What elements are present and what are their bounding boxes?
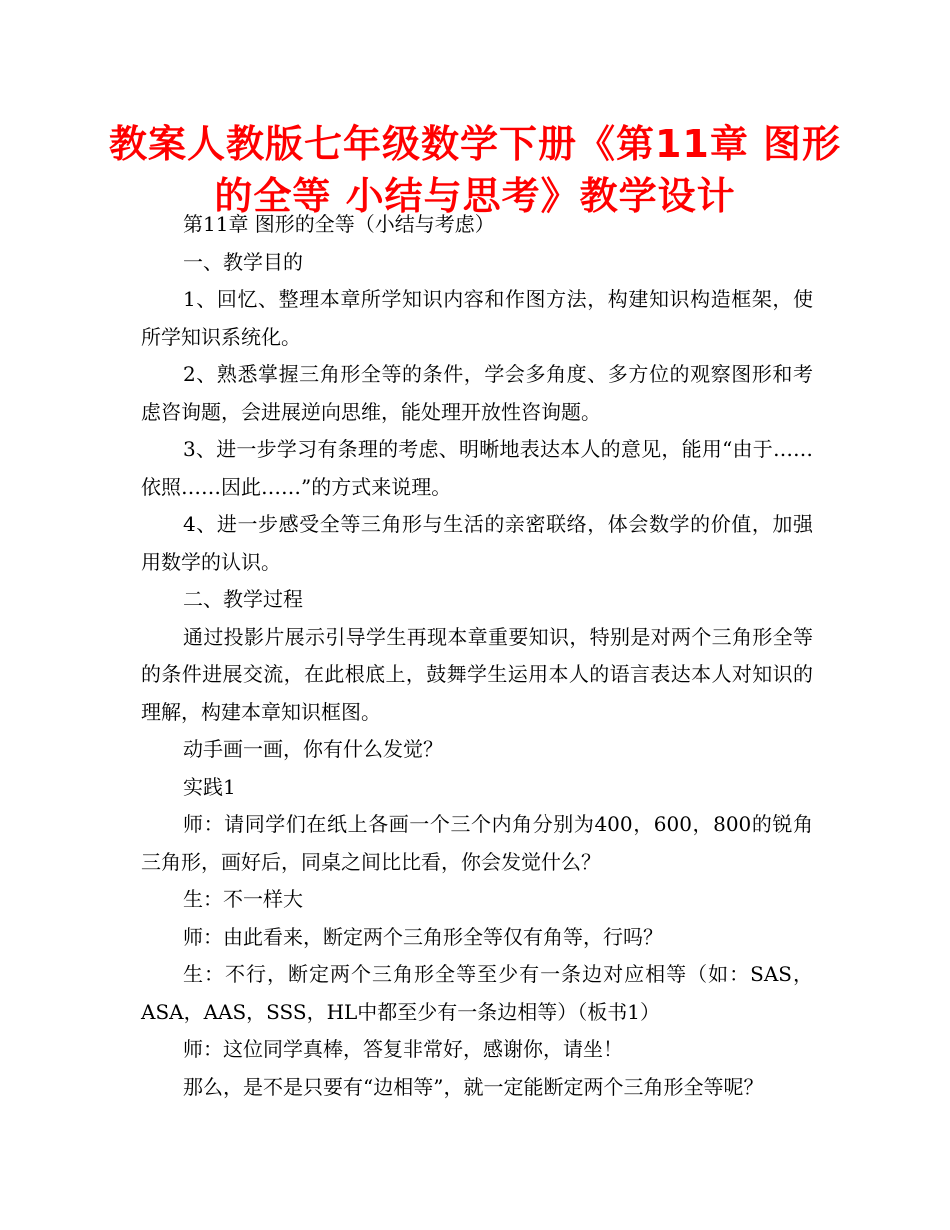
- dialogue-line: 师：请同学们在纸上各画一个三个内角分别为400，600，800的锐角三角形，画好后，同桌之间比比看，你会发觉什么？: [141, 812, 813, 874]
- dialogue-line: 生：不一样大: [183, 887, 303, 911]
- document-body: [141, 206, 813, 1106]
- document-title: 教案人教版七年级数学下册《第11章 图形的全等 小结与思考》教学设计: [108, 122, 842, 218]
- section-heading-process: 二、教学过程: [183, 587, 303, 611]
- question-paragraph: 那么，是不是只要有“边相等”，就一定能断定两个三角形全等呢？: [183, 1074, 764, 1099]
- chapter-heading: 第11章 图形的全等（小结与考虑）: [183, 212, 495, 236]
- objective-3: 3、进一步学习有条理的考虑、明晰地表达本人的意见，能用“由于……依照……因此……”的方式来说理。: [141, 437, 813, 499]
- dialogue-line: 生：不行，断定两个三角形全等至少有一条边对应相等（如：SAS，ASA，AAS，SSS，HL中都至少有一条边相等）（板书1）: [141, 962, 813, 1024]
- prompt-paragraph: 动手画一画，你有什么发觉？: [183, 737, 443, 761]
- objective-4: 4、进一步感受全等三角形与生活的亲密联络，体会数学的价值，加强用数学的认识。: [141, 512, 813, 574]
- dialogue-line: 师：这位同学真棒，答复非常好，感谢你，请坐！: [183, 1037, 623, 1061]
- objective-1: 1、回忆、整理本章所学知识内容和作图方法，构建知识构造框架，使所学知识系统化。: [141, 287, 813, 349]
- objective-2: 2、熟悉掌握三角形全等的条件，学会多角度、多方位的观察图形和考虑咨询题，会进展逆向思维，能处理开放性咨询题。: [141, 362, 813, 424]
- section-heading-objectives: 一、教学目的: [183, 249, 303, 274]
- process-paragraph: 通过投影片展示引导学生再现本章重要知识，特别是对两个三角形全等的条件进展交流，在此根底上，鼓舞学生运用本人的语言表达本人对知识的理解，构建本章知识框图。: [141, 624, 813, 724]
- practice-heading: 实践1: [183, 774, 236, 799]
- dialogue-line: 师：由此看来，断定两个三角形全等仅有角等，行吗？: [183, 924, 663, 949]
